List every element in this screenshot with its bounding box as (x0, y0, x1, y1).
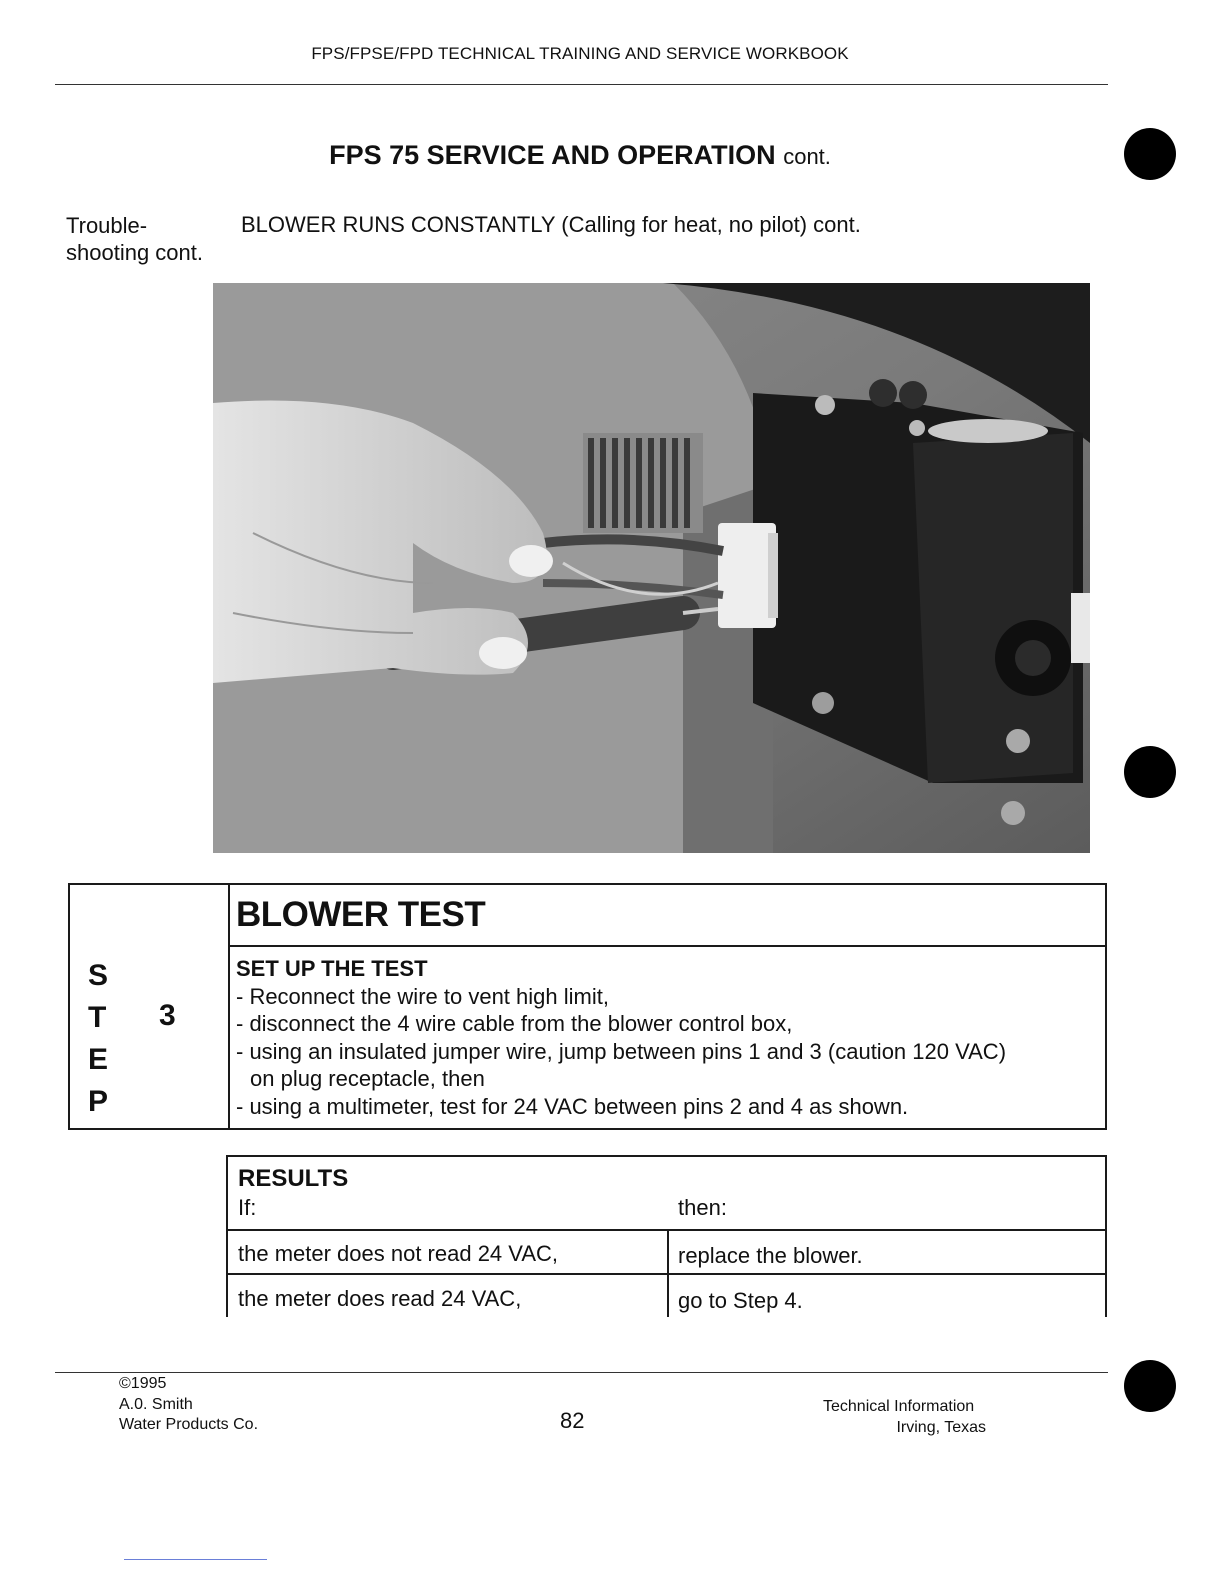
blower-test-photo (213, 283, 1090, 853)
footer-info (780, 1397, 986, 1438)
step-letter: T (88, 1001, 107, 1034)
header-rule (55, 84, 1108, 85)
section-title-text: FPS 75 SERVICE AND OPERATION (329, 140, 776, 170)
copyright-year: ©1995 (119, 1375, 167, 1392)
result-if-cell: the meter does not read 24 VAC, (238, 1241, 558, 1266)
if-label: If: (238, 1195, 257, 1220)
step-divider-horizontal (228, 945, 1105, 947)
step-instructions (236, 955, 1006, 1120)
results-table (226, 1155, 1107, 1317)
running-header: FPS/FPSE/FPD TECHNICAL TRAINING AND SERVICE WORKBOOK (311, 44, 849, 63)
step-label (88, 955, 108, 1123)
subheading: BLOWER RUNS CONSTANTLY (Calling for heat, no pilot) cont. (241, 212, 861, 237)
binder-hole-icon (1124, 1360, 1176, 1412)
vent-grille (583, 433, 703, 533)
step-number: 3 (159, 999, 176, 1032)
instruction-line: - using a multimeter, test for 24 VAC between pins 2 and 4 as shown. (236, 1093, 909, 1119)
scan-artifact-line (124, 1559, 267, 1560)
table-column-divider (667, 1229, 669, 1317)
step-letter: E (88, 1043, 109, 1076)
instruction-line: on plug receptacle, then (250, 1066, 485, 1091)
step-letter: S (88, 959, 109, 992)
footer-info-line1: Technical Information (823, 1398, 975, 1415)
instruction-line: - Reconnect the wire to vent high limit, (236, 983, 609, 1009)
side-label (66, 212, 203, 266)
company-name: A.0. Smith (119, 1395, 193, 1413)
side-label-line1: Trouble- (66, 213, 148, 238)
result-then-cell: go to Step 4. (678, 1288, 803, 1313)
instruction-line: - using an insulated jumper wire, jump between pins 1 and 3 (caution 120 VAC) (236, 1038, 1007, 1064)
footer-copyright (119, 1374, 258, 1436)
section-title (0, 140, 1160, 171)
step-title: BLOWER TEST (236, 895, 486, 934)
result-if-cell: the meter does read 24 VAC, (238, 1286, 522, 1311)
results-heading: RESULTS (238, 1165, 349, 1192)
step-divider-vertical (228, 885, 230, 1128)
binder-hole-icon (1124, 746, 1176, 798)
instruction-line: - disconnect the 4 wire cable from the blower control box, (236, 1011, 793, 1036)
photo-illustration (213, 283, 1090, 853)
section-title-suffix: cont. (783, 144, 831, 169)
step-letter: P (88, 1085, 109, 1118)
step-box (68, 883, 1107, 1130)
footer-rule (55, 1372, 1108, 1373)
company-division: Water Products Co. (119, 1416, 259, 1433)
then-label: then: (678, 1195, 727, 1220)
footer-info-line2: Irving, Texas (896, 1418, 986, 1436)
page-number: 82 (560, 1408, 585, 1433)
setup-heading: SET UP THE TEST (236, 956, 428, 981)
side-label-line2: shooting cont. (66, 240, 203, 265)
result-then-cell: replace the blower. (678, 1243, 863, 1268)
